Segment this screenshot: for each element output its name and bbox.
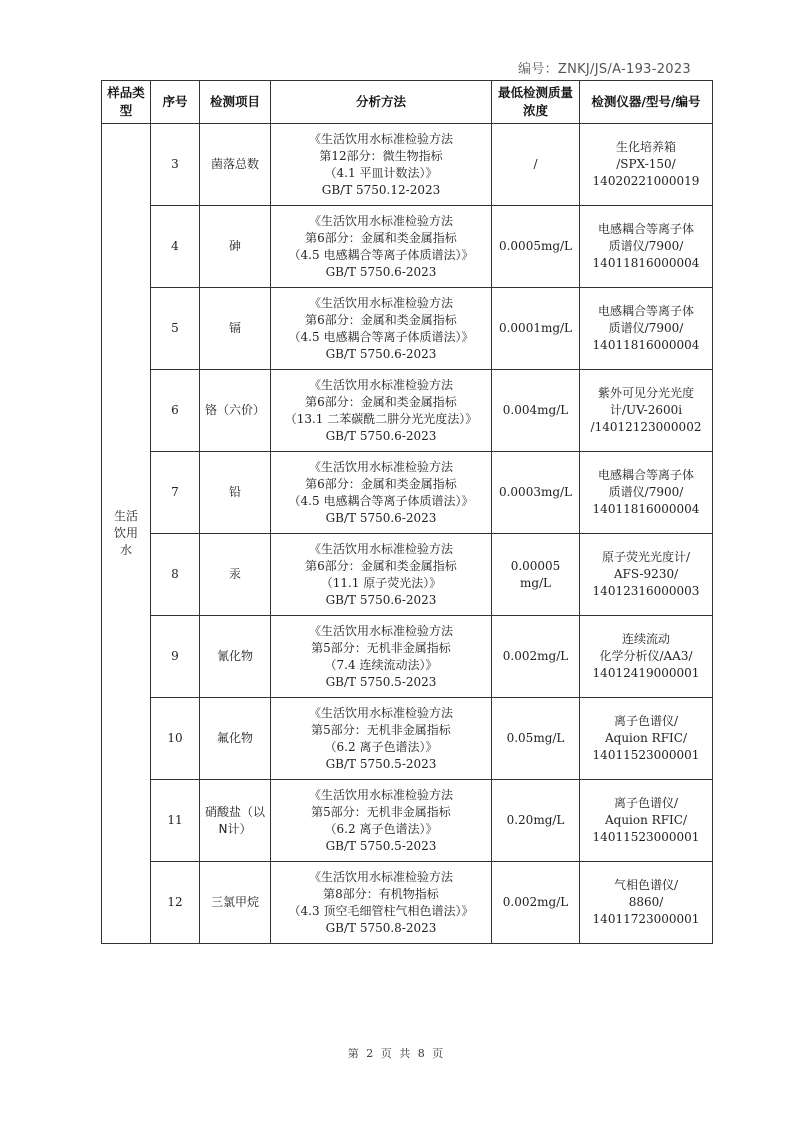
instrument-line: 气相色谱仪/ — [613, 878, 679, 892]
method-cell — [271, 862, 492, 944]
method-line: 第12部分：微生物指标 — [319, 148, 443, 163]
seq-cell: 11 — [151, 780, 200, 862]
seq-cell: 5 — [151, 288, 200, 370]
instrument-line: 原子荧光光度计/ — [601, 550, 691, 564]
instrument-line: 质谱仪/7900/ — [608, 321, 684, 335]
method-line: GB/T 5750.5-2023 — [325, 838, 437, 853]
min-conc-cell: 0.004mg/L — [492, 370, 580, 452]
seq-cell: 12 — [151, 862, 200, 944]
header-min-conc: 最低检测质量浓度 — [492, 81, 580, 124]
method-line: 第5部分：无机非金属指标 — [311, 804, 451, 819]
method-line: （4.5 电感耦合等离子体质谱法）》 — [288, 493, 474, 508]
method-line: 《生活饮用水标准检验方法 — [308, 295, 453, 310]
table-row — [102, 698, 713, 780]
instrument-line: 14012419000001 — [592, 666, 700, 680]
table-row — [102, 206, 713, 288]
instrument-cell — [580, 124, 713, 206]
sample-type-cell — [102, 124, 151, 944]
method-line: 《生活饮用水标准检验方法 — [308, 377, 453, 392]
instrument-line: 14011816000004 — [592, 502, 700, 516]
instrument-line: 电感耦合等离子体 — [597, 468, 694, 482]
instrument-line: 14011816000004 — [592, 338, 700, 352]
instrument-line: Aquion RFIC/ — [604, 813, 687, 827]
table-header-row — [102, 81, 713, 124]
instrument-line: 化学分析仪/AA3/ — [599, 649, 693, 663]
instrument-line: 电感耦合等离子体 — [597, 222, 694, 236]
method-line: 《生活饮用水标准检验方法 — [308, 213, 453, 228]
header-method: 分析方法 — [271, 81, 492, 124]
instrument-line: 紫外可见分光光度 — [597, 386, 694, 400]
method-line: （6.2 离子色谱法）》 — [324, 739, 438, 754]
method-line: GB/T 5750.6-2023 — [325, 428, 437, 443]
instrument-line: 14020221000019 — [592, 174, 700, 188]
method-line: GB/T 5750.8-2023 — [325, 920, 437, 935]
method-line: GB/T 5750.5-2023 — [325, 674, 437, 689]
method-line: 《生活饮用水标准检验方法 — [308, 787, 453, 802]
method-line: GB/T 5750.5-2023 — [325, 756, 437, 771]
header-item: 检测项目 — [200, 81, 271, 124]
item-cell: 氰化物 — [200, 616, 271, 698]
method-cell — [271, 288, 492, 370]
min-conc-cell: 0.00005 mg/L — [492, 534, 580, 616]
table-row — [102, 288, 713, 370]
item-cell: 铅 — [200, 452, 271, 534]
method-cell — [271, 780, 492, 862]
seq-cell: 7 — [151, 452, 200, 534]
instrument-line: Aquion RFIC/ — [604, 731, 687, 745]
method-line: （4.5 电感耦合等离子体质谱法）》 — [288, 247, 474, 262]
instrument-line: /SPX-150/ — [616, 157, 676, 171]
instrument-line: 计/UV-2600i — [609, 403, 683, 417]
table-row — [102, 780, 713, 862]
instrument-line: 质谱仪/7900/ — [608, 239, 684, 253]
method-line: 第6部分：金属和类金属指标 — [305, 558, 457, 573]
header-sample-type: 样品类型 — [102, 81, 151, 124]
method-cell — [271, 452, 492, 534]
method-line: 第8部分：有机物指标 — [323, 886, 439, 901]
method-line: （4.1 平皿计数法）》 — [324, 165, 438, 180]
method-cell — [271, 124, 492, 206]
instrument-line: 生化培养箱 — [615, 140, 676, 154]
method-line: 《生活饮用水标准检验方法 — [308, 623, 453, 638]
table-row — [102, 616, 713, 698]
method-line: 《生活饮用水标准检验方法 — [308, 131, 453, 146]
item-cell: 三氯甲烷 — [200, 862, 271, 944]
instrument-line: 8860/ — [628, 895, 664, 909]
method-line: 第6部分：金属和类金属指标 — [305, 312, 457, 327]
min-conc-cell: 0.0003mg/L — [492, 452, 580, 534]
instrument-line: 电感耦合等离子体 — [597, 304, 694, 318]
seq-cell: 8 — [151, 534, 200, 616]
method-line: 第6部分：金属和类金属指标 — [305, 394, 457, 409]
method-line: GB/T 5750.6-2023 — [325, 510, 437, 525]
method-line: GB/T 5750.12-2023 — [321, 182, 441, 197]
instrument-line: 14012316000003 — [592, 584, 700, 598]
method-cell — [271, 206, 492, 288]
instrument-cell — [580, 534, 713, 616]
method-line: （6.2 离子色谱法）》 — [324, 821, 438, 836]
instrument-line: 14011523000001 — [592, 748, 700, 762]
seq-cell: 10 — [151, 698, 200, 780]
method-line: GB/T 5750.6-2023 — [325, 592, 437, 607]
method-line: 《生活饮用水标准检验方法 — [308, 705, 453, 720]
seq-cell: 9 — [151, 616, 200, 698]
method-line: （4.5 电感耦合等离子体质谱法）》 — [288, 329, 474, 344]
table-row — [102, 124, 713, 206]
test-items-table — [101, 80, 713, 944]
method-line: 《生活饮用水标准检验方法 — [308, 541, 453, 556]
instrument-cell — [580, 862, 713, 944]
instrument-cell — [580, 206, 713, 288]
sample-type-label: 生活饮用水 — [113, 509, 138, 557]
min-conc-cell: 0.0005mg/L — [492, 206, 580, 288]
method-line: GB/T 5750.6-2023 — [325, 346, 437, 361]
method-line: （4.3 顶空毛细管柱气相色谱法）》 — [288, 903, 474, 918]
instrument-cell — [580, 616, 713, 698]
instrument-line: AFS-9230/ — [613, 567, 679, 581]
min-conc-cell: 0.05mg/L — [492, 698, 580, 780]
header-instrument: 检测仪器/型号/编号 — [580, 81, 713, 124]
seq-cell: 6 — [151, 370, 200, 452]
seq-cell: 3 — [151, 124, 200, 206]
method-cell — [271, 698, 492, 780]
method-line: （11.1 原子荧光法）》 — [320, 575, 442, 590]
method-line: 《生活饮用水标准检验方法 — [308, 869, 453, 884]
method-line: 第5部分：无机非金属指标 — [311, 640, 451, 655]
instrument-line: 离子色谱仪/ — [613, 714, 679, 728]
method-line: 第6部分：金属和类金属指标 — [305, 476, 457, 491]
table-row — [102, 452, 713, 534]
header-seq: 序号 — [151, 81, 200, 124]
item-cell: 镉 — [200, 288, 271, 370]
table-row — [102, 370, 713, 452]
instrument-line: 14011723000001 — [592, 912, 700, 926]
item-cell: 菌落总数 — [200, 124, 271, 206]
min-conc-cell: 0.002mg/L — [492, 616, 580, 698]
table-row — [102, 534, 713, 616]
instrument-cell — [580, 288, 713, 370]
instrument-line: 连续流动 — [621, 632, 670, 646]
method-line: 第6部分：金属和类金属指标 — [305, 230, 457, 245]
instrument-cell — [580, 370, 713, 452]
item-cell: 氟化物 — [200, 698, 271, 780]
instrument-line: 质谱仪/7900/ — [608, 485, 684, 499]
table-row — [102, 862, 713, 944]
item-cell: 硝酸盐（以N计） — [200, 780, 271, 862]
instrument-cell — [580, 780, 713, 862]
page-footer: 第 2 页 共 8 页 — [347, 1047, 446, 1060]
min-conc-cell: 0.002mg/L — [492, 862, 580, 944]
instrument-line: /14012123000002 — [590, 420, 702, 434]
method-line: 第5部分：无机非金属指标 — [311, 722, 451, 737]
method-line: （7.4 连续流动法）》 — [324, 657, 438, 672]
seq-cell: 4 — [151, 206, 200, 288]
instrument-cell — [580, 452, 713, 534]
item-cell: 铬（六价） — [200, 370, 271, 452]
method-line: GB/T 5750.6-2023 — [325, 264, 437, 279]
min-conc-cell: 0.0001mg/L — [492, 288, 580, 370]
instrument-line: 14011523000001 — [592, 830, 700, 844]
min-conc-cell: 0.20mg/L — [492, 780, 580, 862]
method-line: 《生活饮用水标准检验方法 — [308, 459, 453, 474]
instrument-line: 离子色谱仪/ — [613, 796, 679, 810]
instrument-line: 14011816000004 — [592, 256, 700, 270]
method-cell — [271, 534, 492, 616]
document-number: 编号：ZNKJ/JS/A-193-2023 — [517, 62, 691, 77]
item-cell: 汞 — [200, 534, 271, 616]
item-cell: 砷 — [200, 206, 271, 288]
method-line: （13.1 二苯碳酰二肼分光光度法）》 — [284, 411, 478, 426]
instrument-cell — [580, 698, 713, 780]
method-cell — [271, 616, 492, 698]
min-conc-cell: / — [492, 124, 580, 206]
method-cell — [271, 370, 492, 452]
